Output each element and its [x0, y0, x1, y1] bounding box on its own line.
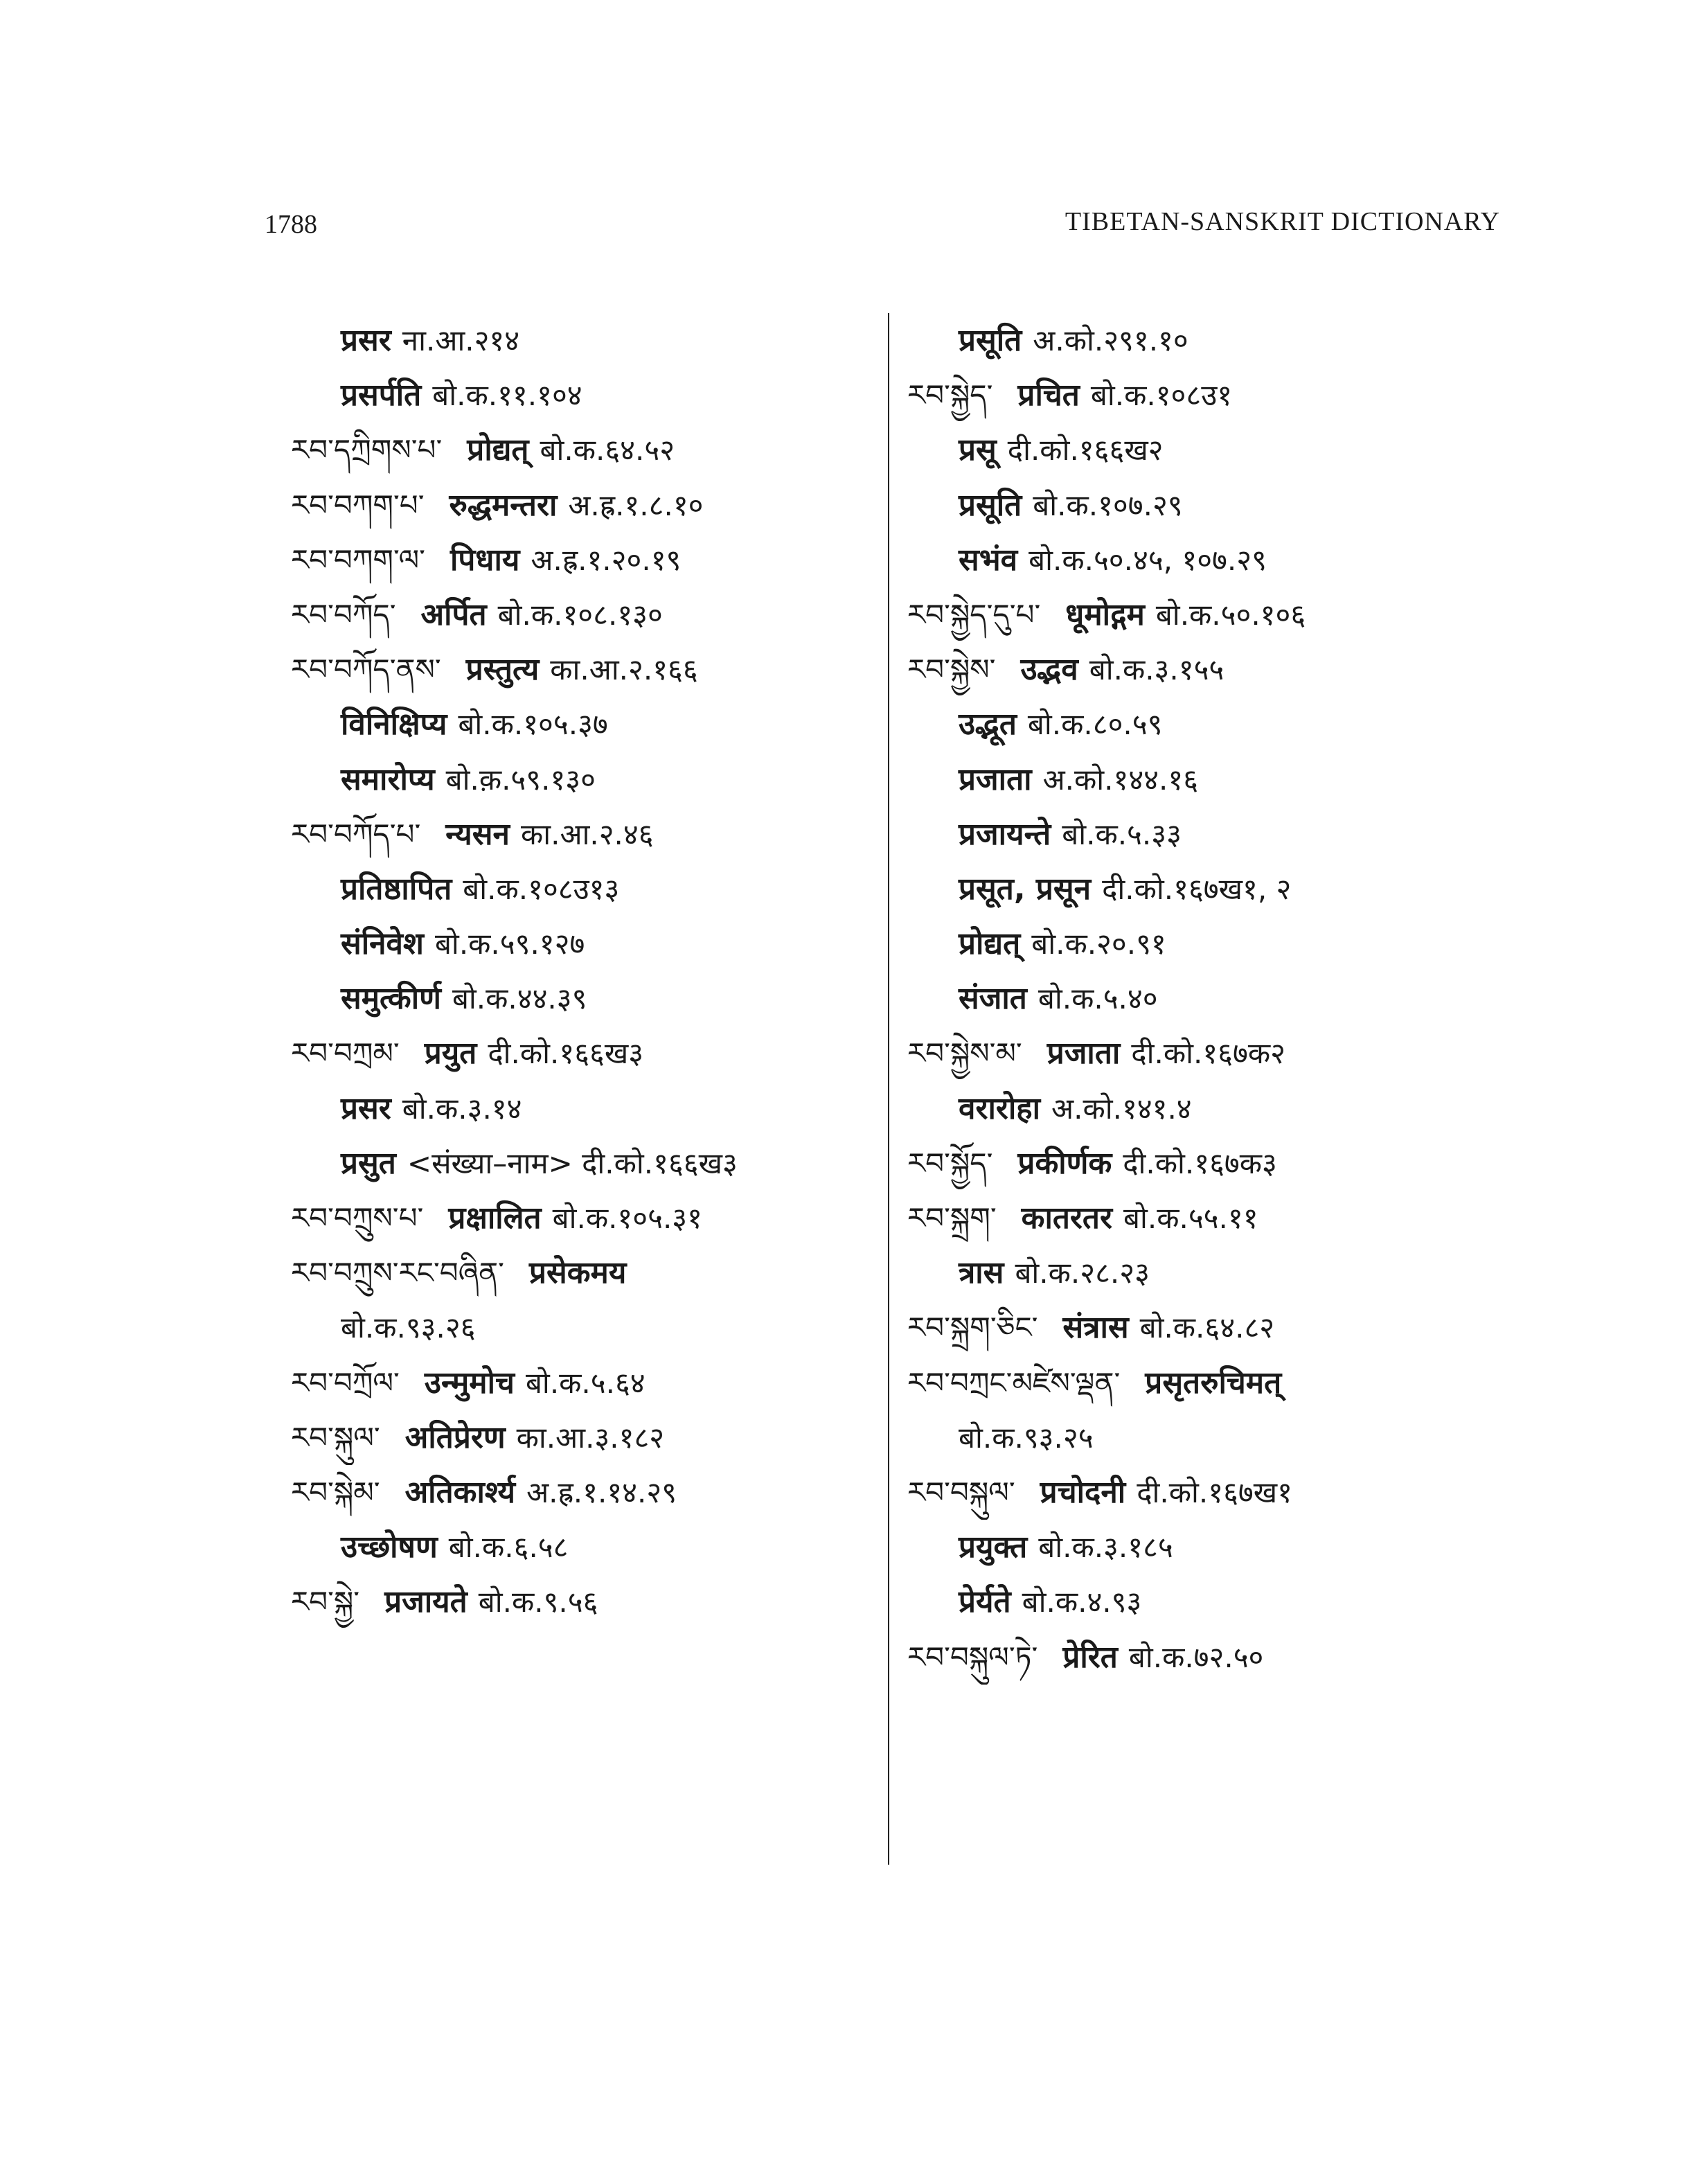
- right-column: [907, 313, 1531, 1685]
- source-reference: बो.क.१०५.३१: [552, 1201, 702, 1235]
- sanskrit-equivalent: प्रचित: [1017, 378, 1080, 414]
- source-reference: बो.क.८०.५९: [1027, 707, 1163, 742]
- tibetan-term: རབ་བཀོད་ནས་: [291, 652, 441, 687]
- dictionary-sub-entry: [291, 752, 873, 807]
- dictionary-sub-entry: [291, 368, 873, 423]
- dictionary-headword-entry: [907, 1630, 1531, 1685]
- source-reference: बो.क.५०.१०६: [1155, 597, 1306, 632]
- dictionary-sub-entry: [291, 1520, 873, 1574]
- left-column: [291, 313, 873, 1630]
- dictionary-sub-entry: [291, 916, 873, 971]
- dictionary-sub-entry: [907, 1520, 1531, 1574]
- sanskrit-equivalent: प्रतिष्ठापित: [341, 871, 452, 907]
- tibetan-term: རབ་སྐྱེས་: [907, 652, 996, 687]
- sanskrit-equivalent: प्रसर: [341, 323, 391, 358]
- running-head: TIBETAN-SANSKRIT DICTIONARY: [1065, 207, 1500, 236]
- tibetan-term: རབ་བཀོད་པ་: [291, 817, 421, 851]
- dictionary-sub-entry: [907, 423, 1531, 477]
- tibetan-term: རབ་བཀོད་: [291, 597, 396, 632]
- dictionary-sub-entry: [907, 697, 1531, 752]
- source-reference: बो.क.२८.२३: [1015, 1256, 1150, 1290]
- source-reference: बो.क.९.५६: [478, 1585, 598, 1619]
- source-reference: बो.क.६४.८२: [1139, 1311, 1275, 1345]
- dictionary-sub-entry: [907, 313, 1531, 368]
- source-reference: बो.क.७२.५०: [1128, 1640, 1264, 1674]
- sanskrit-equivalent: समुत्कीर्ण: [341, 981, 441, 1017]
- dictionary-headword-entry: [907, 1465, 1531, 1520]
- sanskrit-equivalent: त्रास: [959, 1255, 1004, 1291]
- tibetan-term: རབ་སྐྱོད་: [907, 1146, 993, 1180]
- source-reference: का.आ.२.४६: [520, 817, 654, 851]
- tibetan-term: རབ་དཀྲིགས་པ་: [291, 433, 443, 468]
- source-reference: ना.आ.२१४: [402, 323, 520, 357]
- source-reference: बो.क.१०५.३७: [458, 707, 608, 742]
- source-reference: दी.को.१६६ख३: [488, 1036, 644, 1071]
- sanskrit-equivalent: समारोप्य: [341, 761, 435, 797]
- sanskrit-equivalent: प्रोद्यत्: [959, 926, 1021, 962]
- sanskrit-equivalent: प्रजायते: [384, 1584, 467, 1620]
- source-reference: बो.क.११.१०४: [432, 378, 582, 413]
- source-reference: बो.क.९३.२५: [959, 1420, 1094, 1455]
- dictionary-headword-entry: [291, 1191, 873, 1245]
- tibetan-term: རབ་སྐྱེད་དུ་པ་: [907, 597, 1041, 632]
- dictionary-headword-entry: [291, 1574, 873, 1629]
- dictionary-sub-entry: [907, 478, 1531, 533]
- sanskrit-equivalent: प्रसुत: [341, 1145, 396, 1181]
- dictionary-headword-entry: [291, 642, 873, 697]
- dictionary-sub-entry: [291, 1081, 873, 1136]
- source-reference: बो.क.५.४०: [1037, 982, 1158, 1016]
- tibetan-term: རབ་བཀག་པ་: [291, 488, 425, 522]
- dictionary-sub-entry: [907, 971, 1531, 1026]
- source-reference: दी.को.१६७क३: [1123, 1146, 1277, 1180]
- sanskrit-equivalent: अर्पित: [420, 596, 487, 632]
- source-reference: बो.क.९३.२६: [341, 1311, 476, 1345]
- tibetan-term: རབ་སྐྱེས་མ་: [907, 1036, 1022, 1071]
- source-reference: दी.को.१६७ख१: [1137, 1475, 1292, 1509]
- dictionary-sub-entry: [291, 1136, 873, 1191]
- sanskrit-equivalent: प्रसूति: [959, 487, 1022, 523]
- dictionary-headword-entry: [291, 587, 873, 642]
- dictionary-sub-entry: [907, 533, 1531, 587]
- sanskrit-equivalent: प्रसर्पति: [341, 378, 422, 414]
- sanskrit-equivalent: प्रोद्यत्: [467, 432, 529, 468]
- sanskrit-equivalent: संत्रास: [1062, 1310, 1129, 1346]
- sanskrit-equivalent: न्यसन: [445, 816, 510, 852]
- source-reference: बो.क.५.३३: [1062, 817, 1182, 851]
- tibetan-term: རབ་བསྐུལ་ཏེ་: [907, 1640, 1038, 1674]
- tibetan-term: རབ་བཀྲོལ་: [291, 1365, 400, 1400]
- sanskrit-equivalent: उद्भव: [1020, 652, 1078, 688]
- sanskrit-equivalent: प्रसृतरुचिमत्: [1145, 1365, 1282, 1401]
- source-reference: बो.क.४४.३९: [452, 982, 587, 1016]
- sanskrit-equivalent: प्रसूति: [959, 323, 1022, 358]
- dictionary-sub-entry: [907, 1574, 1531, 1629]
- dictionary-sub-entry: [291, 697, 873, 752]
- source-reference: दी.को.१६७क२: [1131, 1036, 1285, 1071]
- dictionary-headword-entry: [907, 587, 1531, 642]
- tibetan-term: རབ་བཀྲུས་རང་བཞིན་: [291, 1256, 504, 1290]
- entry-continuation: [291, 1300, 873, 1355]
- source-reference: दी.को.१६६ख२: [1007, 433, 1164, 468]
- dictionary-headword-entry: [907, 1136, 1531, 1191]
- dictionary-sub-entry: [907, 916, 1531, 971]
- source-reference: का.आ.३.१८२: [516, 1420, 665, 1455]
- source-reference: बो.क.१०७.२९: [1033, 488, 1183, 522]
- dictionary-headword-entry: [291, 533, 873, 587]
- source-reference: <संख्या–नाम> दी.को.१६६ख३: [407, 1146, 738, 1180]
- sanskrit-equivalent: रुद्धमन्तरा: [449, 487, 558, 523]
- source-reference: अ.ह्र.१.२०.१९: [531, 542, 682, 577]
- sanskrit-equivalent: सभंव: [959, 542, 1018, 578]
- sanskrit-equivalent: कातरतर: [1021, 1200, 1112, 1236]
- source-reference: बो.क़.५९.१३०: [445, 762, 596, 797]
- tibetan-term: རབ་བཀྲུས་པ་: [291, 1201, 424, 1235]
- sanskrit-equivalent: विनिक्षिप्य: [341, 707, 447, 743]
- entry-continuation: [907, 1410, 1531, 1465]
- dictionary-headword-entry: [907, 642, 1531, 697]
- sanskrit-equivalent: प्रसेकमय: [528, 1255, 627, 1291]
- sanskrit-equivalent: प्रजाता: [959, 761, 1032, 797]
- dictionary-sub-entry: [907, 1081, 1531, 1136]
- page-number: 1788: [265, 210, 317, 239]
- dictionary-sub-entry: [291, 313, 873, 368]
- sanskrit-equivalent: अतिप्रेरण: [404, 1419, 506, 1455]
- source-reference: अ.ह्र.१.८.१०: [568, 488, 704, 522]
- dictionary-sub-entry: [907, 1245, 1531, 1300]
- source-reference: बो.क.६.५८: [448, 1530, 569, 1565]
- sanskrit-equivalent: प्रक्षालित: [448, 1200, 542, 1236]
- sanskrit-equivalent: प्रेरित: [1062, 1639, 1118, 1675]
- source-reference: बो.क.२०.९१: [1031, 927, 1166, 961]
- tibetan-term: རབ་སྐྱེད་: [907, 378, 993, 413]
- sanskrit-equivalent: प्रचोदनी: [1040, 1474, 1126, 1510]
- source-reference: अ.को.१४४.१६: [1042, 762, 1199, 797]
- tibetan-term: རབ་སྐུལ་: [291, 1420, 380, 1455]
- sanskrit-equivalent: संनिवेश: [341, 926, 424, 962]
- source-reference: बो.क.१०८उ१३: [463, 871, 620, 906]
- sanskrit-equivalent: प्रयुत: [424, 1036, 477, 1072]
- dictionary-headword-entry: [291, 478, 873, 533]
- source-reference: बो.क.६४.५२: [540, 433, 675, 468]
- source-reference: बो.क.३.१८५: [1038, 1530, 1173, 1565]
- sanskrit-equivalent: प्रकीर्णक: [1017, 1145, 1112, 1181]
- dictionary-headword-entry: [291, 1410, 873, 1465]
- sanskrit-equivalent: प्रजाता: [1047, 1036, 1121, 1072]
- source-reference: बो.क.५९.१२७: [434, 927, 585, 961]
- tibetan-term: རབ་སྐྱེ་: [291, 1585, 360, 1619]
- tibetan-term: རབ་བཀག་ལ་: [291, 542, 425, 577]
- sanskrit-equivalent: अतिकार्श्य: [404, 1474, 516, 1510]
- sanskrit-equivalent: उच्छोषण: [341, 1529, 438, 1565]
- tibetan-term: རབ་བཀྲམ་: [291, 1036, 400, 1071]
- tibetan-term: རབ་བསྐུལ་: [907, 1475, 1015, 1509]
- dictionary-headword-entry: [907, 1191, 1531, 1245]
- source-reference: बो.क.३.१५५: [1089, 652, 1224, 687]
- source-reference: बो.क.३.१४: [402, 1091, 522, 1126]
- sanskrit-equivalent: प्रसर: [341, 1090, 391, 1126]
- sanskrit-equivalent: प्रस्तुत्य: [465, 652, 540, 688]
- tibetan-term: རབ་སྐྲག་: [907, 1201, 997, 1235]
- source-reference: बो.क.१०८उ१: [1090, 378, 1233, 413]
- tibetan-term: རབ་སྐྲག་ཅིང་: [907, 1311, 1038, 1345]
- dictionary-headword-entry: [907, 1300, 1531, 1355]
- dictionary-headword-entry: [907, 1026, 1531, 1081]
- dictionary-sub-entry: [907, 807, 1531, 862]
- dictionary-headword-entry: [907, 368, 1531, 423]
- source-reference: अ.को.२९१.१०: [1033, 323, 1188, 357]
- tibetan-term: རབ་སྐེམ་: [291, 1475, 380, 1509]
- source-reference: अ.ह्र.१.१४.२९: [526, 1475, 677, 1509]
- sanskrit-equivalent: प्रजायन्ते: [959, 816, 1051, 852]
- sanskrit-equivalent: वरारोहा: [959, 1090, 1041, 1126]
- sanskrit-equivalent: प्रेर्यते: [959, 1584, 1011, 1620]
- dictionary-headword-entry: [291, 1026, 873, 1081]
- source-reference: बो.क.४.९३: [1022, 1585, 1142, 1619]
- source-reference: बो.क.१०८.१३०: [497, 597, 663, 632]
- tibetan-term: རབ་བཀྲང་མཛེས་ལྡན་: [907, 1365, 1121, 1400]
- dictionary-headword-entry: [291, 1465, 873, 1520]
- sanskrit-equivalent: उन्मुमोच: [424, 1365, 515, 1401]
- sanskrit-equivalent: प्रसूत, प्रसून: [959, 871, 1092, 907]
- source-reference: का.आ.२.१६६: [550, 652, 698, 687]
- dictionary-headword-entry: [907, 1356, 1531, 1410]
- column-divider: [888, 313, 889, 1865]
- sanskrit-equivalent: प्रसू: [959, 432, 997, 468]
- dictionary-sub-entry: [907, 752, 1531, 807]
- source-reference: बो.क.५०.४५, १०७.२९: [1028, 542, 1267, 577]
- sanskrit-equivalent: पिधाय: [450, 542, 520, 578]
- source-reference: अ.को.१४१.४: [1051, 1091, 1192, 1126]
- dictionary-headword-entry: [291, 423, 873, 477]
- sanskrit-equivalent: प्रयुक्त: [959, 1529, 1028, 1565]
- source-reference: बो.क.५५.११: [1123, 1201, 1258, 1235]
- source-reference: बो.क.५.६४: [525, 1365, 645, 1400]
- sanskrit-equivalent: उद्भूत: [959, 707, 1017, 743]
- dictionary-sub-entry: [907, 862, 1531, 916]
- dictionary-sub-entry: [291, 971, 873, 1026]
- dictionary-sub-entry: [291, 862, 873, 916]
- sanskrit-equivalent: धूमोद्गम: [1065, 596, 1145, 632]
- sanskrit-equivalent: संजात: [959, 981, 1027, 1017]
- dictionary-headword-entry: [291, 1356, 873, 1410]
- source-reference: दी.को.१६७ख१, २: [1102, 871, 1292, 906]
- dictionary-headword-entry: [291, 1245, 873, 1300]
- dictionary-headword-entry: [291, 807, 873, 862]
